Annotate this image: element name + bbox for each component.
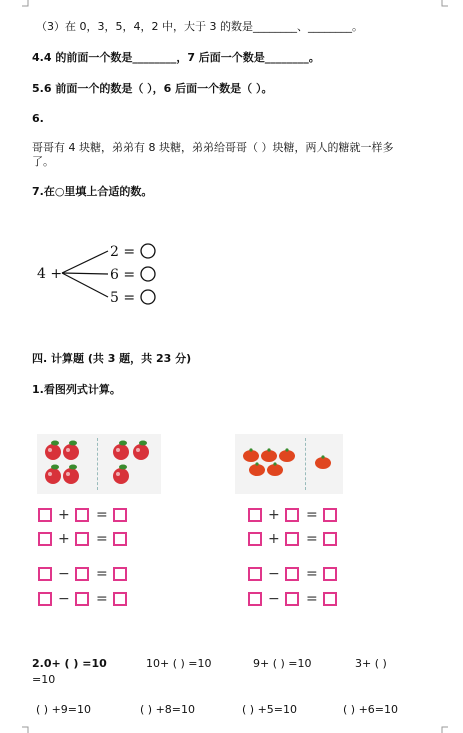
question-6-number: 6. <box>32 112 44 125</box>
tomato-icon <box>315 457 331 469</box>
tree-branch-label: 5 = <box>110 290 136 306</box>
answer-box[interactable] <box>113 508 127 522</box>
answer-box[interactable] <box>323 592 337 606</box>
tomato-icon <box>267 464 283 476</box>
radish-picture-panel <box>37 434 161 494</box>
answer-box[interactable] <box>38 567 52 581</box>
tree-root: 4 + <box>37 266 63 282</box>
answer-box[interactable] <box>323 532 337 546</box>
tomato-icon <box>279 450 295 462</box>
corner-mark <box>438 723 448 733</box>
minus-sign: − <box>58 591 70 607</box>
answer-box[interactable] <box>285 532 299 546</box>
answer-box[interactable] <box>75 532 89 546</box>
answer-circle[interactable] <box>141 290 155 304</box>
answer-box[interactable] <box>113 532 127 546</box>
radish-icon <box>45 444 61 460</box>
answer-circle[interactable] <box>141 244 155 258</box>
plus-sign: + <box>268 507 280 523</box>
corner-mark <box>22 0 32 10</box>
equation-item: 2.0+ ( ) =10 <box>32 657 107 670</box>
answer-box[interactable] <box>248 532 262 546</box>
answer-box[interactable] <box>248 592 262 606</box>
tomato-icon <box>249 464 265 476</box>
question-3-text: （3）在 0，3，5，4，2 中，大于 3 的数是________、________。 <box>36 20 363 33</box>
question-7-text: 7.在○里填上合适的数。 <box>32 185 153 198</box>
equals-sign: = <box>96 566 108 582</box>
tree-branch-label: 2 = <box>110 244 136 260</box>
tree-branch-label: 6 = <box>110 267 136 283</box>
answer-box[interactable] <box>248 508 262 522</box>
tomato-group <box>235 434 343 494</box>
equals-sign: = <box>96 531 108 547</box>
answer-box[interactable] <box>38 508 52 522</box>
tree-branch-line <box>62 273 108 297</box>
equals-sign: = <box>306 531 318 547</box>
equation-item: ( ) +8=10 <box>140 703 196 716</box>
radish-icon <box>133 444 149 460</box>
minus-sign: − <box>58 566 70 582</box>
equals-sign: = <box>96 507 108 523</box>
answer-box[interactable] <box>285 592 299 606</box>
radish-group <box>37 434 161 494</box>
equals-sign: = <box>306 566 318 582</box>
question-5-text: 5.6 前面一个的数是（ ），6 后面一个数是（ ）。 <box>32 82 273 95</box>
radish-icon <box>63 468 79 484</box>
plus-sign: + <box>268 531 280 547</box>
equation-item: ( ) +5=10 <box>242 703 298 716</box>
question-4-text: 4.4 的前面一个数是________，7 后面一个数是________。 <box>32 51 320 64</box>
equation-item: 9+ ( ) =10 <box>253 657 312 670</box>
answer-box[interactable] <box>38 592 52 606</box>
radish-icon <box>113 468 129 484</box>
answer-box[interactable] <box>38 532 52 546</box>
radish-icon <box>45 468 61 484</box>
section-4-question-1: 1.看图列式计算。 <box>32 383 121 396</box>
tomato-icon <box>243 450 259 462</box>
answer-box[interactable] <box>323 508 337 522</box>
number-tree-diagram <box>30 235 170 315</box>
minus-sign: − <box>268 566 280 582</box>
equals-sign: = <box>306 591 318 607</box>
answer-circle[interactable] <box>141 267 155 281</box>
corner-mark <box>438 0 448 10</box>
plus-sign: + <box>58 507 70 523</box>
equation-item: 3+ ( ) <box>355 657 387 670</box>
tree-branch-line <box>62 251 108 273</box>
answer-box[interactable] <box>248 567 262 581</box>
question-6-text-line1: 哥哥有 4 块糖，弟弟有 8 块糖，弟弟给哥哥（ ）块糖，两人的糖就一样多 <box>32 141 394 154</box>
tomato-picture-panel <box>235 434 343 494</box>
answer-box[interactable] <box>113 567 127 581</box>
answer-box[interactable] <box>285 508 299 522</box>
radish-icon <box>63 444 79 460</box>
section-4-heading: 四. 计算题 (共 3 题，共 23 分) <box>32 352 192 365</box>
corner-mark <box>22 723 32 733</box>
tree-branch-line <box>62 273 108 274</box>
answer-box[interactable] <box>323 567 337 581</box>
equation-item: ( ) +6=10 <box>343 703 399 716</box>
answer-box[interactable] <box>75 508 89 522</box>
radish-icon <box>113 444 129 460</box>
equals-sign: = <box>306 507 318 523</box>
question-6-text-line2: 了。 <box>32 155 54 168</box>
equation-item: ( ) +9=10 <box>36 703 92 716</box>
plus-sign: + <box>58 531 70 547</box>
answer-box[interactable] <box>75 592 89 606</box>
equation-item: 10+ ( ) =10 <box>146 657 212 670</box>
equals-sign: = <box>96 591 108 607</box>
answer-box[interactable] <box>113 592 127 606</box>
tomato-icon <box>261 450 277 462</box>
minus-sign: − <box>268 591 280 607</box>
answer-box[interactable] <box>75 567 89 581</box>
answer-box[interactable] <box>285 567 299 581</box>
equation-item-wrap: =10 <box>32 673 56 686</box>
